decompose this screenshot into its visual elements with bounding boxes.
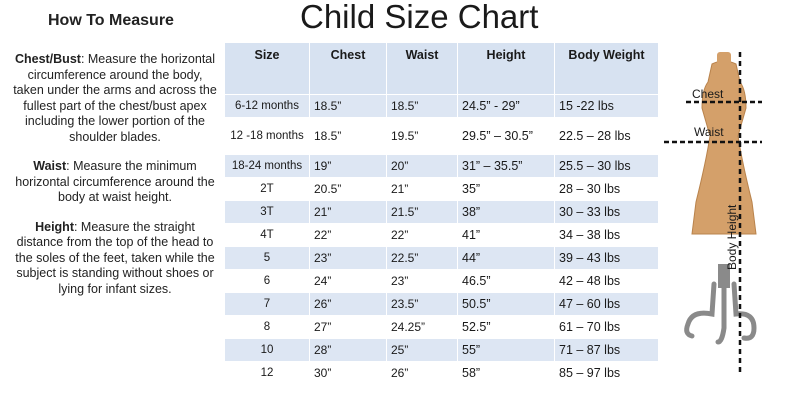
cell-weight: 47 – 60 lbs	[555, 293, 659, 316]
cell-height: 29.5” – 30.5”	[458, 118, 555, 155]
chest-term: Chest/Bust	[14, 52, 81, 66]
table-row	[225, 362, 659, 385]
cell-waist: 24.25”	[387, 316, 458, 339]
header-height: Height	[458, 43, 555, 95]
cell-chest: 26”	[310, 293, 387, 316]
cell-height: 24.5” - 29”	[458, 95, 555, 118]
cell-height: 46.5”	[458, 270, 555, 293]
cell-chest: 30”	[310, 362, 387, 385]
waist-text: : Measure the minimum horizontal circumference around the body at waist height.	[15, 159, 215, 204]
waist-label: Waist	[694, 125, 724, 139]
table-row	[225, 201, 659, 224]
cell-chest: 24”	[310, 270, 387, 293]
cell-weight: 85 – 97 lbs	[555, 362, 659, 385]
cell-weight: 71 – 87 lbs	[555, 339, 659, 362]
table-row	[225, 293, 659, 316]
cell-waist: 22.5”	[387, 247, 458, 270]
cell-chest: 23”	[310, 247, 387, 270]
cell-waist: 20”	[387, 155, 458, 178]
cell-height: 35”	[458, 178, 555, 201]
cell-weight: 25.5 – 30 lbs	[555, 155, 659, 178]
header-weight: Body Weight	[555, 43, 659, 95]
table-row	[225, 224, 659, 247]
cell-chest: 21”	[310, 201, 387, 224]
table-row	[225, 178, 659, 201]
table-row	[225, 247, 659, 270]
stand-legs	[687, 284, 754, 342]
cell-waist: 22”	[387, 224, 458, 247]
waist-term: Waist	[33, 159, 67, 173]
cell-size: 8	[225, 316, 310, 339]
table-row	[225, 339, 659, 362]
height-text: : Measure the straight distance from the top of the head to the soles of the feet, taken while the subject is standing without shoes or lying for infant sizes.	[15, 219, 215, 296]
dress-neck	[717, 52, 731, 66]
size-chart-table	[225, 43, 659, 384]
cell-chest: 22”	[310, 224, 387, 247]
cell-weight: 22.5 – 28 lbs	[555, 118, 659, 155]
cell-weight: 42 – 48 lbs	[555, 270, 659, 293]
cell-waist: 23.5”	[387, 293, 458, 316]
cell-height: 31” – 35.5”	[458, 155, 555, 178]
cell-waist: 19.5”	[387, 118, 458, 155]
waist-instruction	[12, 159, 218, 206]
cell-weight: 34 – 38 lbs	[555, 224, 659, 247]
page-title: Child Size Chart	[300, 0, 539, 35]
cell-weight: 30 – 33 lbs	[555, 201, 659, 224]
table-row	[225, 155, 659, 178]
cell-height: 55”	[458, 339, 555, 362]
cell-chest: 28”	[310, 339, 387, 362]
table-row	[225, 316, 659, 339]
body-height-label: Body Height	[725, 204, 739, 270]
header-size: Size	[225, 43, 310, 95]
cell-height: 38”	[458, 201, 555, 224]
cell-waist: 21”	[387, 178, 458, 201]
cell-chest: 18.5”	[310, 118, 387, 155]
cell-weight: 28 – 30 lbs	[555, 178, 659, 201]
table-row	[225, 118, 659, 155]
cell-height: 44”	[458, 247, 555, 270]
cell-size: 7	[225, 293, 310, 316]
header-chest: Chest	[310, 43, 387, 95]
cell-size: 2T	[225, 178, 310, 201]
cell-size: 3T	[225, 201, 310, 224]
chest-label: Chest	[692, 87, 724, 101]
header-waist: Waist	[387, 43, 458, 95]
cell-size: 18-24 months	[225, 155, 310, 178]
height-instruction	[12, 220, 218, 298]
table-row	[225, 270, 659, 293]
how-to-measure-heading: How To Measure	[48, 12, 174, 29]
cell-waist: 23”	[387, 270, 458, 293]
cell-size: 4T	[225, 224, 310, 247]
cell-height: 41”	[458, 224, 555, 247]
cell-size: 10	[225, 339, 310, 362]
cell-waist: 18.5”	[387, 95, 458, 118]
cell-waist: 26”	[387, 362, 458, 385]
cell-weight: 15 -22 lbs	[555, 95, 659, 118]
table-row	[225, 95, 659, 118]
cell-chest: 18.5”	[310, 95, 387, 118]
cell-size: 6	[225, 270, 310, 293]
cell-weight: 61 – 70 lbs	[555, 316, 659, 339]
chest-text: : Measure the horizontal circumference around the body, taken under the arms and across the fullest part of the chest/bust apex including the lower portion of the shoulder blades.	[13, 52, 217, 144]
cell-chest: 20.5”	[310, 178, 387, 201]
height-term: Height	[35, 219, 74, 234]
measurement-instructions	[12, 52, 218, 311]
cell-height: 50.5”	[458, 293, 555, 316]
cell-waist: 21.5”	[387, 201, 458, 224]
cell-chest: 27”	[310, 316, 387, 339]
cell-size: 5	[225, 247, 310, 270]
table-header-row	[225, 43, 659, 95]
table-body	[225, 95, 659, 385]
cell-weight: 39 – 43 lbs	[555, 247, 659, 270]
cell-size: 12 -18 months	[225, 118, 310, 155]
chest-instruction	[12, 52, 218, 145]
cell-height: 52.5”	[458, 316, 555, 339]
cell-size: 12	[225, 362, 310, 385]
cell-chest: 19”	[310, 155, 387, 178]
dress-form-figure	[662, 52, 792, 392]
cell-waist: 25”	[387, 339, 458, 362]
cell-size: 6-12 months	[225, 95, 310, 118]
cell-height: 58”	[458, 362, 555, 385]
